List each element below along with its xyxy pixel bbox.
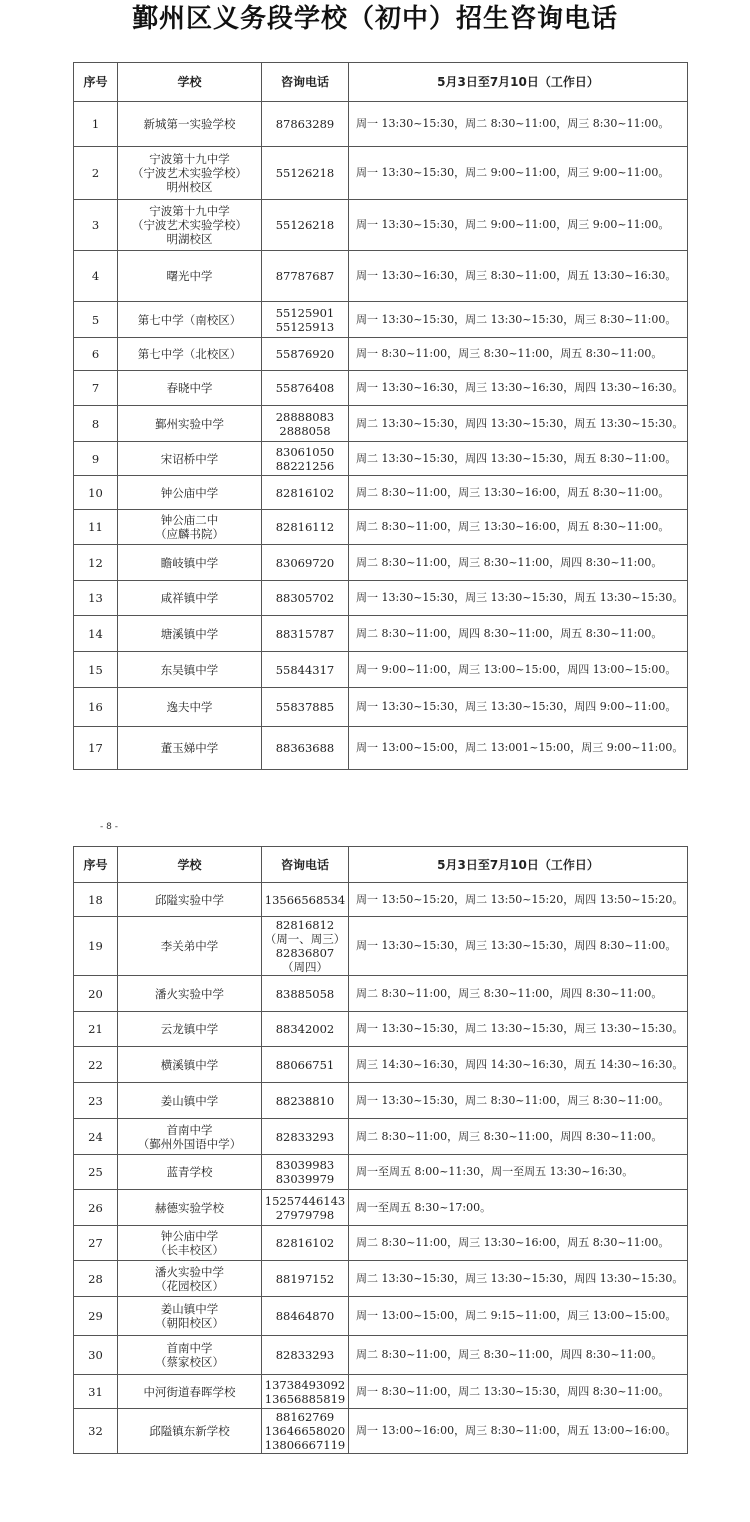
- phone-number-line: 28888083: [275, 409, 335, 424]
- consult-hours: 周一至周五 8:30~17:00。: [349, 1190, 688, 1226]
- row-index: 14: [74, 616, 118, 652]
- phone-number-line: 82836807: [275, 946, 335, 960]
- consult-hours: 周一 13:30~15:30，周二 9:00~11:00，周三 9:00~11:00。: [349, 200, 688, 251]
- school-name-line: 宋诏桥中学: [160, 451, 219, 466]
- school-name-line: （朝阳校区）: [155, 1316, 224, 1330]
- phone-number: [262, 976, 349, 1012]
- phone-number-line: 82816112: [275, 520, 335, 534]
- school-name-line: 李关弟中学: [160, 939, 219, 953]
- row-index: 5: [74, 302, 118, 338]
- row-index: 17: [74, 727, 118, 770]
- consult-hours: 周一至周五 8:00~11:30，周一至周五 13:30~16:30。: [349, 1155, 688, 1190]
- phone-number: [262, 883, 349, 917]
- consult-hours: 周一 8:30~11:00，周三 8:30~11:00，周五 8:30~11:00。: [349, 338, 688, 371]
- phone-number-line: 88221256: [275, 458, 335, 473]
- phone-number-line: 55126218: [275, 218, 335, 232]
- school-name: [118, 1012, 262, 1047]
- phone-number-line: 88305702: [275, 591, 335, 605]
- school-name: [118, 442, 262, 476]
- school-name-line: 明湖校区: [166, 232, 213, 246]
- school-name: [118, 545, 262, 581]
- consult-hours: 周二 8:30~11:00，周三 13:30~16:00，周五 8:30~11:00。: [349, 476, 688, 510]
- table-row: [74, 727, 688, 770]
- row-index: 15: [74, 652, 118, 688]
- consult-hours: 周一 13:00~15:00，周二 9:15~11:00，周三 13:00~15:00。: [349, 1297, 688, 1336]
- phone-number-line: 13656885819: [264, 1391, 346, 1406]
- school-name-line: 宁波第十九中学: [149, 152, 230, 166]
- table-row: [74, 442, 688, 476]
- school-name-line: 首南中学: [166, 1341, 213, 1355]
- consult-hours: 周二 8:30~11:00，周三 8:30~11:00，周四 8:30~11:00。: [349, 1336, 688, 1375]
- school-name-line: 潘火实验中学: [155, 986, 224, 1001]
- phone-number-line: 83039983: [275, 1158, 335, 1172]
- phone-number: [262, 302, 349, 338]
- consult-hours: 周二 8:30~11:00，周三 8:30~11:00，周四 8:30~11:00。: [349, 545, 688, 581]
- consult-hours: 周二 13:30~15:30，周四 13:30~15:30，周五 8:30~11:00。: [349, 442, 688, 476]
- phone-number-line: 13646658020: [264, 1424, 346, 1438]
- table-row: [74, 1083, 688, 1119]
- row-index: 25: [74, 1155, 118, 1190]
- school-name: [118, 1409, 262, 1454]
- row-index: 23: [74, 1083, 118, 1119]
- school-name: [118, 510, 262, 545]
- consult-hours: 周二 13:30~15:30，周三 13:30~15:30，周四 13:30~15:30。: [349, 1261, 688, 1297]
- phone-number-line: 88066751: [275, 1057, 335, 1072]
- table-row: [74, 1119, 688, 1155]
- row-index: 32: [74, 1409, 118, 1454]
- table-row: [74, 545, 688, 581]
- header-index: 序号: [74, 63, 118, 102]
- phone-number: [262, 338, 349, 371]
- school-name-line: 蓝青学校: [166, 1165, 213, 1179]
- phone-number-line: 55876408: [275, 381, 335, 395]
- phone-number: [262, 1336, 349, 1375]
- phone-number-line: 82833293: [275, 1348, 335, 1362]
- consult-hours: 周一 13:30~16:30，周三 8:30~11:00，周五 13:30~16:30。: [349, 251, 688, 302]
- phone-number: [262, 688, 349, 727]
- table-row: [74, 1375, 688, 1409]
- school-name-line: 第七中学（北校区）: [137, 347, 242, 361]
- phone-number-line: 88162769: [275, 1410, 335, 1424]
- school-name-line: 横溪镇中学: [160, 1057, 219, 1072]
- phone-number: [262, 727, 349, 770]
- row-index: 11: [74, 510, 118, 545]
- school-name: [118, 917, 262, 976]
- phone-number-line: 55844317: [275, 662, 335, 677]
- table-row: [74, 147, 688, 200]
- header-school: 学校: [118, 63, 262, 102]
- school-name: [118, 200, 262, 251]
- consult-hours: 周一 13:30~15:30，周三 13:30~15:30，周五 13:30~15:30。: [349, 581, 688, 616]
- school-name: [118, 371, 262, 406]
- school-name-line: （宁波艺术实验学校）: [132, 218, 247, 232]
- school-name-line: 姜山镇中学: [160, 1093, 219, 1108]
- consult-hours: 周二 8:30~11:00，周三 13:30~16:00，周五 8:30~11:00。: [349, 1226, 688, 1261]
- phone-number-line: 55126218: [275, 166, 335, 180]
- header-phone: 咨询电话: [262, 847, 349, 883]
- row-index: 19: [74, 917, 118, 976]
- consult-hours: 周一 13:30~15:30，周三 13:30~15:30，周四 9:00~11:00。: [349, 688, 688, 727]
- table-row: [74, 406, 688, 442]
- school-name: [118, 616, 262, 652]
- phone-number-line: 83069720: [275, 555, 335, 570]
- school-name-line: （宁波艺术实验学校）: [132, 166, 247, 180]
- school-name-line: （鄞州外国语中学）: [137, 1136, 242, 1151]
- school-name: [118, 1336, 262, 1375]
- phone-number: [262, 510, 349, 545]
- school-name: [118, 1047, 262, 1083]
- school-name-line: 赫德实验学校: [155, 1200, 224, 1215]
- phone-number: [262, 652, 349, 688]
- row-index: 20: [74, 976, 118, 1012]
- consult-hours: 周二 8:30~11:00，周三 13:30~16:00，周五 8:30~11:00。: [349, 510, 688, 545]
- table-row: [74, 652, 688, 688]
- table-row: [74, 616, 688, 652]
- row-index: 7: [74, 371, 118, 406]
- school-name: [118, 581, 262, 616]
- phone-number-line: 2888058: [279, 423, 331, 438]
- row-index: 26: [74, 1190, 118, 1226]
- phone-number: [262, 102, 349, 147]
- phone-number-line: 83885058: [275, 986, 335, 1001]
- school-name-line: 第七中学（南校区）: [137, 312, 242, 327]
- phone-number-line: 82816102: [275, 1236, 335, 1250]
- table-row: [74, 476, 688, 510]
- table-row: [74, 1190, 688, 1226]
- header-hours: 5月3日至7月10日（工作日）: [349, 847, 688, 883]
- phone-number-line: 82816102: [275, 485, 335, 500]
- row-index: 27: [74, 1226, 118, 1261]
- table-row: [74, 917, 688, 976]
- phone-number-line: 82833293: [275, 1129, 335, 1144]
- row-index: 28: [74, 1261, 118, 1297]
- phone-number-line: 88363688: [275, 741, 335, 755]
- consult-hours: 周二 8:30~11:00，周三 8:30~11:00，周四 8:30~11:00。: [349, 1119, 688, 1155]
- school-name-line: 瞻岐镇中学: [160, 555, 219, 570]
- row-index: 30: [74, 1336, 118, 1375]
- school-name: [118, 147, 262, 200]
- phone-number: [262, 1409, 349, 1454]
- consult-hours: 周一 9:00~11:00，周三 13:00~15:00，周四 13:00~15:00。: [349, 652, 688, 688]
- table-row: [74, 302, 688, 338]
- school-name-line: 咸祥镇中学: [160, 591, 219, 605]
- table-row: [74, 688, 688, 727]
- row-index: 1: [74, 102, 118, 147]
- consult-hours: 周一 8:30~11:00，周二 13:30~15:30，周四 8:30~11:00。: [349, 1375, 688, 1409]
- school-name-line: （应麟书院）: [155, 527, 224, 541]
- school-name: [118, 688, 262, 727]
- phone-number-line: 82816812: [275, 918, 335, 932]
- consult-hours: 周二 13:30~15:30，周四 13:30~15:30，周五 13:30~15:30。: [349, 406, 688, 442]
- phone-number-line: 55876920: [275, 347, 335, 361]
- table-row: [74, 1226, 688, 1261]
- phone-number: [262, 200, 349, 251]
- phone-number-line: 88315787: [275, 626, 335, 641]
- phone-number-line: （周四）: [282, 960, 328, 974]
- phone-number-line: 55125913: [275, 319, 335, 334]
- row-index: 4: [74, 251, 118, 302]
- table-header-row: [74, 847, 688, 883]
- school-name-line: 钟公庙中学: [160, 1229, 219, 1243]
- phone-number: [262, 1047, 349, 1083]
- phone-number-line: 83039979: [275, 1172, 335, 1186]
- school-name: [118, 1119, 262, 1155]
- school-name-line: 塘溪镇中学: [160, 626, 219, 641]
- school-name: [118, 652, 262, 688]
- school-name-line: 逸夫中学: [166, 700, 213, 714]
- phone-number: [262, 1119, 349, 1155]
- page-title: 鄞州区义务段学校（初中）招生咨询电话: [131, 4, 618, 34]
- school-name: [118, 976, 262, 1012]
- phone-number: [262, 476, 349, 510]
- phone-number: [262, 251, 349, 302]
- school-name-line: 新城第一实验学校: [143, 117, 236, 131]
- school-name: [118, 302, 262, 338]
- school-name-line: 中河街道春晖学校: [143, 1384, 236, 1399]
- school-name: [118, 883, 262, 917]
- school-name-line: 鄞州实验中学: [155, 416, 224, 431]
- schedule-table-page1: [73, 62, 688, 770]
- row-index: 29: [74, 1297, 118, 1336]
- phone-number-line: 55125901: [275, 305, 335, 320]
- school-name-line: 宁波第十九中学: [149, 204, 230, 218]
- table-row: [74, 251, 688, 302]
- school-name: [118, 251, 262, 302]
- row-index: 21: [74, 1012, 118, 1047]
- table-row: [74, 883, 688, 917]
- consult-hours: 周一 13:30~16:30，周三 13:30~16:30，周四 13:30~16:30。: [349, 371, 688, 406]
- table-body: [74, 883, 688, 1454]
- table-header-row: [74, 63, 688, 102]
- table-row: [74, 581, 688, 616]
- school-name-line: 董玉娣中学: [160, 741, 219, 755]
- school-name-line: 东吴镇中学: [160, 662, 219, 677]
- consult-hours: 周一 13:30~15:30，周二 13:30~15:30，周三 8:30~11:00。: [349, 302, 688, 338]
- phone-number-line: （周一、周三）: [264, 932, 346, 946]
- consult-hours: 周一 13:00~15:00，周二 13:001~15:00，周三 9:00~11:00。: [349, 727, 688, 770]
- phone-number-line: 27979798: [275, 1207, 335, 1222]
- table-row: [74, 200, 688, 251]
- phone-number: [262, 371, 349, 406]
- header-school: 学校: [118, 847, 262, 883]
- table-body: [74, 102, 688, 770]
- phone-number-line: 88342002: [275, 1022, 335, 1036]
- table-row: [74, 338, 688, 371]
- table-row: [74, 1297, 688, 1336]
- table-row: [74, 510, 688, 545]
- school-name-line: 春晓中学: [166, 381, 213, 395]
- school-name: [118, 102, 262, 147]
- phone-number-line: 88238810: [275, 1093, 335, 1108]
- row-index: 31: [74, 1375, 118, 1409]
- phone-number: [262, 1190, 349, 1226]
- school-name-line: 邱隘镇东新学校: [149, 1424, 230, 1438]
- school-name: [118, 1226, 262, 1261]
- table-row: [74, 102, 688, 147]
- phone-number: [262, 545, 349, 581]
- phone-number: [262, 1297, 349, 1336]
- row-index: 22: [74, 1047, 118, 1083]
- phone-number-line: 13738493092: [264, 1377, 346, 1392]
- school-name-line: 钟公庙中学: [160, 485, 219, 500]
- phone-number-line: 83061050: [275, 444, 335, 459]
- phone-number: [262, 1375, 349, 1409]
- row-index: 16: [74, 688, 118, 727]
- school-name-line: 邱隘实验中学: [155, 892, 224, 907]
- school-name: [118, 1375, 262, 1409]
- school-name-line: 首南中学: [166, 1122, 213, 1137]
- school-name: [118, 338, 262, 371]
- table-row: [74, 1336, 688, 1375]
- school-name-line: （花园校区）: [155, 1278, 224, 1293]
- header-phone: 咨询电话: [262, 63, 349, 102]
- row-index: 18: [74, 883, 118, 917]
- school-name: [118, 1261, 262, 1297]
- page-number: - 8 -: [100, 822, 118, 832]
- row-index: 13: [74, 581, 118, 616]
- phone-number: [262, 1261, 349, 1297]
- school-name: [118, 476, 262, 510]
- consult-hours: 周一 13:30~15:30，周二 9:00~11:00，周三 9:00~11:00。: [349, 147, 688, 200]
- school-name-line: （蔡家校区）: [155, 1355, 224, 1369]
- school-name-line: （长丰校区）: [155, 1243, 224, 1257]
- school-name-line: 潘火实验中学: [155, 1264, 224, 1279]
- phone-number-line: 87787687: [275, 269, 335, 283]
- school-name-line: 云龙镇中学: [160, 1022, 219, 1036]
- table-row: [74, 1047, 688, 1083]
- table-row: [74, 371, 688, 406]
- phone-number: [262, 1012, 349, 1047]
- phone-number: [262, 442, 349, 476]
- phone-number: [262, 1083, 349, 1119]
- consult-hours: 周三 14:30~16:30，周四 14:30~16:30，周五 14:30~16:30。: [349, 1047, 688, 1083]
- phone-number: [262, 1155, 349, 1190]
- row-index: 9: [74, 442, 118, 476]
- consult-hours: 周一 13:30~15:30，周二 8:30~11:00，周三 8:30~11:00。: [349, 102, 688, 147]
- table-row: [74, 1409, 688, 1454]
- consult-hours: 周一 13:30~15:30，周二 8:30~11:00，周三 8:30~11:00。: [349, 1083, 688, 1119]
- table-row: [74, 1012, 688, 1047]
- phone-number: [262, 616, 349, 652]
- schedule-table-page2: [73, 846, 688, 1454]
- phone-number: [262, 581, 349, 616]
- school-name: [118, 727, 262, 770]
- phone-number-line: 87863289: [275, 117, 335, 131]
- phone-number: [262, 1226, 349, 1261]
- consult-hours: 周二 8:30~11:00，周三 8:30~11:00，周四 8:30~11:00。: [349, 976, 688, 1012]
- consult-hours: 周一 13:00~16:00，周三 8:30~11:00，周五 13:00~16:00。: [349, 1409, 688, 1454]
- row-index: 2: [74, 147, 118, 200]
- school-name: [118, 1155, 262, 1190]
- row-index: 12: [74, 545, 118, 581]
- row-index: 6: [74, 338, 118, 371]
- phone-number-line: 13566568534: [264, 892, 346, 907]
- header-hours: 5月3日至7月10日（工作日）: [349, 63, 688, 102]
- phone-number-line: 88197152: [275, 1271, 335, 1286]
- row-index: 10: [74, 476, 118, 510]
- phone-number: [262, 917, 349, 976]
- school-name: [118, 406, 262, 442]
- school-name-line: 钟公庙二中: [160, 513, 219, 527]
- school-name: [118, 1083, 262, 1119]
- table-row: [74, 1261, 688, 1297]
- row-index: 3: [74, 200, 118, 251]
- table-row: [74, 1155, 688, 1190]
- school-name: [118, 1190, 262, 1226]
- school-name-line: 明州校区: [166, 180, 213, 194]
- school-name: [118, 1297, 262, 1336]
- consult-hours: 周一 13:30~15:30，周三 13:30~15:30，周四 8:30~11:00。: [349, 917, 688, 976]
- table-row: [74, 976, 688, 1012]
- phone-number-line: 15257446143: [264, 1193, 346, 1208]
- header-index: 序号: [74, 847, 118, 883]
- consult-hours: 周一 13:50~15:20，周二 13:50~15:20，周四 13:50~15:20。: [349, 883, 688, 917]
- consult-hours: 周一 13:30~15:30，周二 13:30~15:30，周三 13:30~15:30。: [349, 1012, 688, 1047]
- phone-number: [262, 406, 349, 442]
- phone-number: [262, 147, 349, 200]
- row-index: 24: [74, 1119, 118, 1155]
- school-name-line: 姜山镇中学: [160, 1302, 219, 1316]
- phone-number-line: 13806667119: [264, 1438, 346, 1452]
- phone-number-line: 55837885: [275, 700, 335, 714]
- phone-number-line: 88464870: [275, 1309, 335, 1323]
- consult-hours: 周二 8:30~11:00，周四 8:30~11:00，周五 8:30~11:00。: [349, 616, 688, 652]
- school-name-line: 曙光中学: [166, 269, 213, 283]
- row-index: 8: [74, 406, 118, 442]
